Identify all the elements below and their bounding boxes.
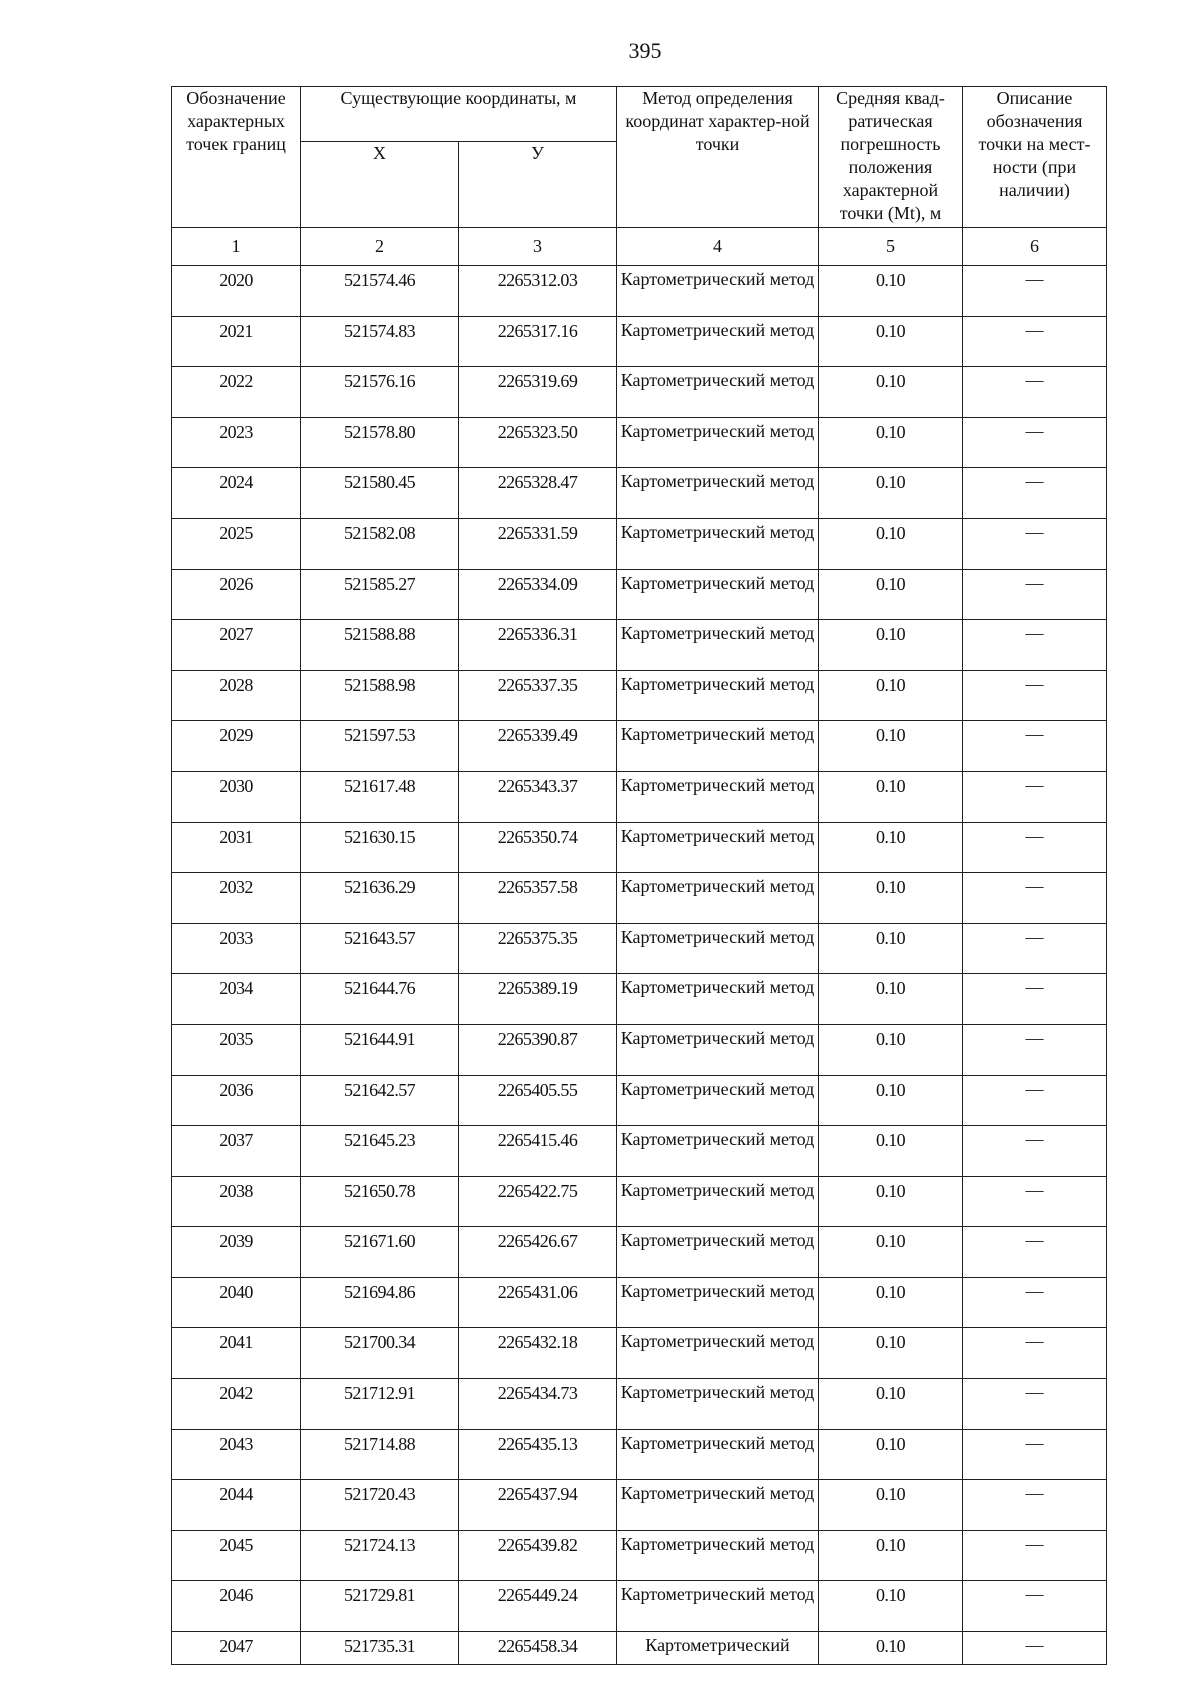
page-number: 395 (628, 38, 662, 63)
dash-mark: — (1025, 825, 1044, 846)
cell-mean-square-error: 0.10 (819, 1429, 963, 1480)
cell-coord-x: 521720.43 (301, 1480, 459, 1531)
cell-coord-y: 2265431.06 (459, 1277, 617, 1328)
cell-coord-x: 521582.08 (301, 518, 459, 569)
cell-point-id: 2025 (172, 518, 301, 569)
cell-coord-x: 521724.13 (301, 1530, 459, 1581)
cell-description (963, 1530, 1107, 1581)
dash-mark: — (1025, 1635, 1044, 1656)
cell-method: Картометрический метод (617, 1379, 819, 1430)
cell-coord-x: 521650.78 (301, 1176, 459, 1227)
cell-description (963, 417, 1107, 468)
cell-coord-x: 521574.83 (301, 316, 459, 367)
cell-method: Картометрический метод (617, 316, 819, 367)
cell-description (963, 1480, 1107, 1531)
cell-coord-x: 521574.46 (301, 266, 459, 317)
dash-mark: — (1025, 1280, 1044, 1301)
cell-description (963, 569, 1107, 620)
cell-point-id: 2042 (172, 1379, 301, 1430)
cell-method: Картометрический метод (617, 1530, 819, 1581)
cell-point-id: 2041 (172, 1328, 301, 1379)
cell-point-id: 2037 (172, 1126, 301, 1177)
cell-coord-y: 2265439.82 (459, 1530, 617, 1581)
cell-point-id: 2034 (172, 974, 301, 1025)
header-description: Описание обозначения точки на мест-ности (при наличии) (963, 87, 1107, 228)
table-row (172, 1429, 1107, 1480)
column-number: 2 (301, 228, 459, 266)
table-row (172, 468, 1107, 519)
cell-point-id: 2029 (172, 721, 301, 772)
cell-coord-x: 521643.57 (301, 923, 459, 974)
table-row (172, 771, 1107, 822)
cell-method: Картометрический метод (617, 1429, 819, 1480)
cell-mean-square-error: 0.10 (819, 974, 963, 1025)
cell-point-id: 2024 (172, 468, 301, 519)
header-y: У (459, 142, 617, 228)
cell-description (963, 1429, 1107, 1480)
cell-coord-x: 521714.88 (301, 1429, 459, 1480)
cell-description (963, 1075, 1107, 1126)
cell-method: Картометрический метод (617, 1126, 819, 1177)
coordinates-table (171, 86, 1107, 1665)
cell-mean-square-error: 0.10 (819, 822, 963, 873)
cell-method: Картометрический метод (617, 822, 819, 873)
cell-point-id: 2032 (172, 873, 301, 924)
dash-mark: — (1025, 673, 1044, 694)
cell-description (963, 367, 1107, 418)
cell-coord-x: 521735.31 (301, 1632, 459, 1665)
cell-coord-x: 521580.45 (301, 468, 459, 519)
header-x: X (301, 142, 459, 228)
dash-mark: — (1025, 774, 1044, 795)
cell-point-id: 2020 (172, 266, 301, 317)
cell-point-id: 2033 (172, 923, 301, 974)
cell-description (963, 1379, 1107, 1430)
cell-description (963, 1227, 1107, 1278)
cell-mean-square-error: 0.10 (819, 771, 963, 822)
table-row (172, 923, 1107, 974)
cell-method: Картометрический метод (617, 721, 819, 772)
table-row (172, 1581, 1107, 1632)
cell-description (963, 822, 1107, 873)
cell-coord-x: 521712.91 (301, 1379, 459, 1430)
table-row (172, 822, 1107, 873)
cell-mean-square-error: 0.10 (819, 1328, 963, 1379)
table-body (172, 266, 1107, 1665)
cell-mean-square-error: 0.10 (819, 367, 963, 418)
cell-mean-square-error: 0.10 (819, 670, 963, 721)
cell-mean-square-error: 0.10 (819, 569, 963, 620)
table-row (172, 1075, 1107, 1126)
cell-mean-square-error: 0.10 (819, 1581, 963, 1632)
cell-mean-square-error: 0.10 (819, 518, 963, 569)
cell-coord-x: 521588.88 (301, 620, 459, 671)
cell-coord-x: 521585.27 (301, 569, 459, 620)
cell-coord-y: 2265312.03 (459, 266, 617, 317)
cell-method: Картометрический метод (617, 1227, 819, 1278)
cell-coord-y: 2265426.67 (459, 1227, 617, 1278)
cell-point-id: 2028 (172, 670, 301, 721)
cell-description (963, 1277, 1107, 1328)
dash-mark: — (1025, 1331, 1044, 1352)
cell-mean-square-error: 0.10 (819, 417, 963, 468)
dash-mark: — (1025, 471, 1044, 492)
cell-mean-square-error: 0.10 (819, 1530, 963, 1581)
cell-mean-square-error: 0.10 (819, 1227, 963, 1278)
cell-coord-x: 521636.29 (301, 873, 459, 924)
cell-point-id: 2031 (172, 822, 301, 873)
cell-method: Картометрический метод (617, 417, 819, 468)
cell-mean-square-error: 0.10 (819, 923, 963, 974)
cell-description (963, 721, 1107, 772)
dash-mark: — (1025, 926, 1044, 947)
cell-method: Картометрический метод (617, 974, 819, 1025)
dash-mark: — (1025, 572, 1044, 593)
cell-coord-y: 2265339.49 (459, 721, 617, 772)
cell-description (963, 468, 1107, 519)
cell-coord-y: 2265422.75 (459, 1176, 617, 1227)
header-point-designation: Обозначение характерных точек границ (172, 87, 301, 228)
table-row (172, 1176, 1107, 1227)
cell-method: Картометрический метод (617, 670, 819, 721)
cell-description (963, 923, 1107, 974)
dash-mark: — (1025, 1382, 1044, 1403)
table-row (172, 367, 1107, 418)
cell-coord-x: 521597.53 (301, 721, 459, 772)
cell-point-id: 2040 (172, 1277, 301, 1328)
cell-point-id: 2027 (172, 620, 301, 671)
table-row (172, 1530, 1107, 1581)
cell-coord-y: 2265415.46 (459, 1126, 617, 1177)
cell-method: Картометрический метод (617, 1024, 819, 1075)
cell-coord-y: 2265434.73 (459, 1379, 617, 1430)
dash-mark: — (1025, 420, 1044, 441)
cell-method: Картометрический метод (617, 468, 819, 519)
cell-point-id: 2022 (172, 367, 301, 418)
cell-description (963, 518, 1107, 569)
cell-coord-y: 2265389.19 (459, 974, 617, 1025)
cell-point-id: 2043 (172, 1429, 301, 1480)
cell-coord-x: 521645.23 (301, 1126, 459, 1177)
dash-mark: — (1025, 1483, 1044, 1504)
cell-coord-x: 521576.16 (301, 367, 459, 418)
cell-coord-y: 2265458.34 (459, 1632, 617, 1665)
table-row (172, 1277, 1107, 1328)
cell-mean-square-error: 0.10 (819, 266, 963, 317)
cell-coord-y: 2265357.58 (459, 873, 617, 924)
cell-coord-y: 2265437.94 (459, 1480, 617, 1531)
cell-description (963, 873, 1107, 924)
table-row (172, 569, 1107, 620)
column-number-row (172, 228, 1107, 266)
cell-method: Картометрический метод (617, 518, 819, 569)
column-number: 4 (617, 228, 819, 266)
dash-mark: — (1025, 1179, 1044, 1200)
dash-mark: — (1025, 623, 1044, 644)
cell-coord-y: 2265375.35 (459, 923, 617, 974)
cell-method: Картометрический метод (617, 620, 819, 671)
cell-mean-square-error: 0.10 (819, 1126, 963, 1177)
cell-coord-x: 521617.48 (301, 771, 459, 822)
cell-description (963, 1581, 1107, 1632)
cell-point-id: 2026 (172, 569, 301, 620)
header-method: Метод определения координат характер-ной точки (617, 87, 819, 228)
cell-method: Картометрический метод (617, 1328, 819, 1379)
table-row (172, 721, 1107, 772)
cell-mean-square-error: 0.10 (819, 1075, 963, 1126)
cell-point-id: 2047 (172, 1632, 301, 1665)
cell-method: Картометрический метод (617, 771, 819, 822)
cell-mean-square-error: 0.10 (819, 1632, 963, 1665)
cell-coord-x: 521644.76 (301, 974, 459, 1025)
cell-point-id: 2044 (172, 1480, 301, 1531)
column-number: 1 (172, 228, 301, 266)
cell-coord-y: 2265350.74 (459, 822, 617, 873)
dash-mark: — (1025, 521, 1044, 542)
table-row (172, 670, 1107, 721)
cell-description (963, 974, 1107, 1025)
dash-mark: — (1025, 370, 1044, 391)
cell-coord-x: 521700.34 (301, 1328, 459, 1379)
table-row (172, 1632, 1107, 1665)
dash-mark: — (1025, 977, 1044, 998)
dash-mark: — (1025, 1129, 1044, 1150)
table-row (172, 316, 1107, 367)
cell-coord-y: 2265323.50 (459, 417, 617, 468)
cell-description (963, 670, 1107, 721)
cell-description (963, 1632, 1107, 1665)
cell-description (963, 1328, 1107, 1379)
cell-description (963, 1176, 1107, 1227)
cell-method: Картометрический метод (617, 1581, 819, 1632)
cell-mean-square-error: 0.10 (819, 1176, 963, 1227)
cell-coord-y: 2265435.13 (459, 1429, 617, 1480)
cell-point-id: 2045 (172, 1530, 301, 1581)
cell-method: Картометрический метод (617, 1075, 819, 1126)
cell-description (963, 1126, 1107, 1177)
cell-coord-y: 2265337.35 (459, 670, 617, 721)
cell-point-id: 2021 (172, 316, 301, 367)
dash-mark: — (1025, 319, 1044, 340)
cell-coord-x: 521642.57 (301, 1075, 459, 1126)
cell-method: Картометрический метод (617, 873, 819, 924)
dash-mark: — (1025, 876, 1044, 897)
table-row (172, 1480, 1107, 1531)
cell-coord-y: 2265405.55 (459, 1075, 617, 1126)
cell-description (963, 771, 1107, 822)
cell-point-id: 2030 (172, 771, 301, 822)
dash-mark: — (1025, 1027, 1044, 1048)
cell-coord-x: 521588.98 (301, 670, 459, 721)
cell-mean-square-error: 0.10 (819, 1024, 963, 1075)
header-mean-square-error: Средняя квад-ратическая погрешность положения характерной точки (Mt), м (819, 87, 963, 228)
cell-coord-x: 521694.86 (301, 1277, 459, 1328)
cell-point-id: 2039 (172, 1227, 301, 1278)
cell-coord-x: 521578.80 (301, 417, 459, 468)
cell-coord-y: 2265449.24 (459, 1581, 617, 1632)
cell-description (963, 266, 1107, 317)
table-row (172, 1126, 1107, 1177)
cell-coord-x: 521729.81 (301, 1581, 459, 1632)
cell-mean-square-error: 0.10 (819, 316, 963, 367)
cell-point-id: 2023 (172, 417, 301, 468)
dash-mark: — (1025, 724, 1044, 745)
cell-mean-square-error: 0.10 (819, 468, 963, 519)
column-number: 3 (459, 228, 617, 266)
dash-mark: — (1025, 1533, 1044, 1554)
header-existing-coordinates: Существующие координаты, м (301, 87, 617, 142)
cell-method: Картометрический метод (617, 1176, 819, 1227)
dash-mark: — (1025, 1078, 1044, 1099)
cell-mean-square-error: 0.10 (819, 1277, 963, 1328)
cell-description (963, 316, 1107, 367)
cell-method: Картометрический метод (617, 266, 819, 317)
cell-mean-square-error: 0.10 (819, 1379, 963, 1430)
cell-point-id: 2038 (172, 1176, 301, 1227)
table-row (172, 1328, 1107, 1379)
table-row (172, 266, 1107, 317)
cell-coord-y: 2265432.18 (459, 1328, 617, 1379)
cell-description (963, 1024, 1107, 1075)
table-row (172, 1024, 1107, 1075)
cell-coord-y: 2265319.69 (459, 367, 617, 418)
cell-method: Картометрический метод (617, 569, 819, 620)
cell-mean-square-error: 0.10 (819, 1480, 963, 1531)
cell-point-id: 2036 (172, 1075, 301, 1126)
cell-coord-x: 521671.60 (301, 1227, 459, 1278)
table-row (172, 873, 1107, 924)
cell-method: Картометрический метод (617, 367, 819, 418)
cell-coord-y: 2265328.47 (459, 468, 617, 519)
cell-mean-square-error: 0.10 (819, 873, 963, 924)
cell-coord-x: 521630.15 (301, 822, 459, 873)
dash-mark: — (1025, 1584, 1044, 1605)
cell-coord-y: 2265336.31 (459, 620, 617, 671)
dash-mark: — (1025, 1230, 1044, 1251)
cell-point-id: 2046 (172, 1581, 301, 1632)
cell-method: Картометрический метод (617, 1480, 819, 1531)
dash-mark: — (1025, 269, 1044, 289)
table-row (172, 1227, 1107, 1278)
cell-coord-y: 2265317.16 (459, 316, 617, 367)
cell-coord-y: 2265331.59 (459, 518, 617, 569)
cell-coord-y: 2265390.87 (459, 1024, 617, 1075)
cell-point-id: 2035 (172, 1024, 301, 1075)
cell-description (963, 620, 1107, 671)
dash-mark: — (1025, 1432, 1044, 1453)
table-row (172, 974, 1107, 1025)
table-row (172, 518, 1107, 569)
cell-coord-y: 2265343.37 (459, 771, 617, 822)
table-row (172, 620, 1107, 671)
cell-coord-y: 2265334.09 (459, 569, 617, 620)
column-number: 5 (819, 228, 963, 266)
table-row (172, 1379, 1107, 1430)
cell-method: Картометрический метод (617, 923, 819, 974)
cell-method: Картометрический (617, 1632, 819, 1665)
cell-coord-x: 521644.91 (301, 1024, 459, 1075)
cell-mean-square-error: 0.10 (819, 620, 963, 671)
column-number: 6 (963, 228, 1107, 266)
cell-method: Картометрический метод (617, 1277, 819, 1328)
table-row (172, 417, 1107, 468)
cell-mean-square-error: 0.10 (819, 721, 963, 772)
